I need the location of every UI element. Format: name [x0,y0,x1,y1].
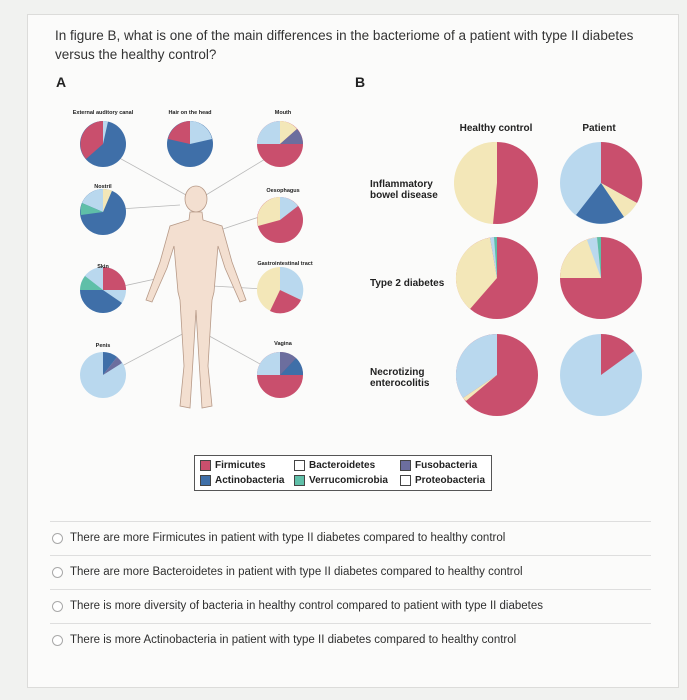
legend-swatch-actinobacteria [200,475,211,486]
legend-label-firmicutes: Firmicutes [215,460,266,471]
row-label-nec-line2: enterocolitis [370,378,430,389]
site-label-vagina: Vagina [274,341,292,347]
site-label-hair-on-the-head: Hair on the head [168,110,212,116]
row-label-ibd-line1: Inflammatory [370,179,433,190]
legend-label-verrucomicrobia: Verrucomicrobia [309,475,388,486]
radio-button-2[interactable] [52,567,63,578]
site-pie-vagina [257,352,303,398]
legend-label-proteobacteria: Proteobacteria [415,475,486,486]
answer-option-4-text: There is more Actinobacteria in patient with type II diabetes compared to healthy control [70,634,517,646]
site-pie-nostril [80,189,126,235]
answer-option-1[interactable] [52,532,505,544]
radio-button-1[interactable] [52,533,63,544]
legend-item-bacteroidetes [294,460,375,471]
pie-ibd-patient [560,142,642,224]
pie-t2d-healthy [456,237,538,319]
site-label-external-auditory-canal: External auditory canal [72,110,134,116]
site-pie-penis [80,352,126,398]
legend-label-fusobacteria: Fusobacteria [415,460,478,471]
legend-label-actinobacteria: Actinobacteria [215,475,285,486]
legend-swatch-verrucomicrobia [294,475,305,486]
legend-label-bacteroidetes: Bacteroidetes [309,460,376,471]
divider [50,521,651,522]
answer-option-2-text: There are more Bacteroidetes in patient with type II diabetes compared to healthy control [70,566,523,578]
divider [50,623,651,624]
legend-item-verrucomicrobia [294,475,388,486]
legend-item-actinobacteria [200,475,284,486]
legend-item-firmicutes [200,460,266,471]
divider [50,589,651,590]
figure-legend [194,455,492,491]
site-label-nostril: Nostril [94,184,112,190]
divider [50,555,651,556]
answer-option-1-text: There are more Firmicutes in patient with type II diabetes compared to healthy control [70,532,506,544]
row-label-ibd-line2: bowel disease [370,190,438,201]
site-pie-oesophagus [257,197,303,243]
panel-b-label: B [355,74,366,90]
radio-button-3[interactable] [52,601,63,612]
site-pie-hair-on-the-head [167,121,213,167]
legend-item-fusobacteria [400,460,477,471]
pie-ibd-healthy [454,142,538,224]
answer-option-2[interactable] [52,566,523,578]
site-pie-mouth [257,121,303,167]
pie-t2d-patient [560,237,642,319]
site-label-skin: Skin [97,264,109,270]
radio-button-4[interactable] [52,635,63,646]
panel-a-label: A [56,74,67,90]
column-header-healthy-control: Healthy control [459,123,533,134]
site-pie-gastrointestinal-tract [257,267,303,313]
site-label-mouth: Mouth [274,110,292,116]
site-label-oesophagus: Oesophagus [266,188,300,194]
site-pie-external-auditory-canal [80,121,126,167]
column-header-patient: Patient [582,123,616,134]
row-label-t2d: Type 2 diabetes [370,278,445,289]
row-label-nec-line1: Necrotizing [370,367,425,378]
site-label-penis: Penis [95,343,111,349]
answer-option-3[interactable] [52,600,543,612]
legend-swatch-firmicutes [200,460,211,471]
legend-swatch-fusobacteria [400,460,411,471]
answer-option-3-text: There is more diversity of bacteria in healthy control compared to patient with type II diabetes [70,600,544,612]
pie-nec-healthy [456,334,538,416]
legend-item-proteobacteria [400,475,485,486]
human-body-illustration [146,186,246,408]
legend-swatch-bacteroidetes [294,460,305,471]
pie-nec-patient [560,334,642,416]
site-label-gastrointestinal-tract: Gastrointestinal tract [257,261,313,267]
legend-swatch-proteobacteria [400,475,411,486]
answer-option-4[interactable] [52,634,516,646]
question-text: In figure B, what is one of the main differences in the bacteriome of a patient with type II diabetes versus the healthy control? [55,28,634,62]
site-pie-skin [80,267,126,313]
